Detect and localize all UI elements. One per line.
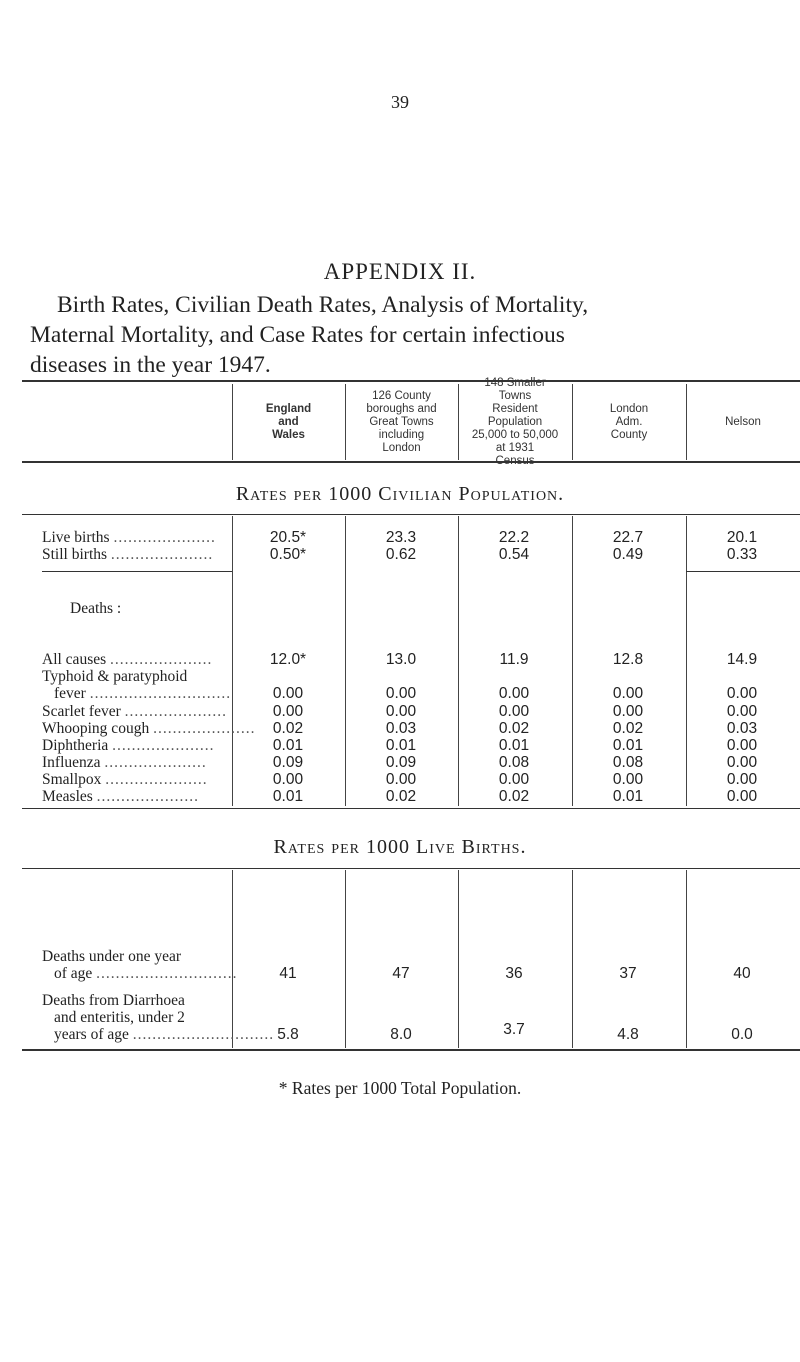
value-cell: 0.00 bbox=[726, 788, 758, 805]
table-top-rule bbox=[22, 380, 800, 382]
body2-divider-1 bbox=[232, 870, 233, 1048]
value-cell: 0.00 bbox=[612, 685, 644, 702]
value-cell: 5.8 bbox=[277, 1026, 299, 1043]
column-header-nelson bbox=[686, 388, 800, 456]
value-cell: 0.00 bbox=[385, 771, 417, 788]
value-cell: 13.0 bbox=[385, 651, 417, 668]
value-cell: 11.9 bbox=[499, 651, 529, 668]
row-label-text: of age bbox=[54, 965, 93, 982]
section-heading-civilian bbox=[0, 483, 800, 506]
deaths-heading: Deaths : bbox=[70, 600, 122, 617]
value-cell: 0.00 bbox=[385, 703, 417, 720]
row-label-typhoid: fever ............................. bbox=[42, 686, 232, 702]
row-label-still-births: Still births ..................... bbox=[42, 546, 214, 563]
value-cell: 0.03 bbox=[726, 720, 758, 737]
table-bottom-rule bbox=[22, 1049, 800, 1051]
value-cell: 0.02 bbox=[498, 720, 530, 737]
value-cell: 0.02 bbox=[385, 788, 417, 805]
row-label-diarrhoea-line2 bbox=[42, 1010, 232, 1026]
value-cell: 0.08 bbox=[612, 754, 644, 771]
body2-divider-2 bbox=[345, 870, 346, 1048]
column-header-text: London Adm. County bbox=[609, 402, 649, 441]
value-cell: 20.1 bbox=[726, 529, 758, 546]
section-heading-live-births bbox=[0, 836, 800, 859]
body-divider-3 bbox=[458, 516, 459, 806]
value-cell: 20.5* bbox=[269, 529, 307, 546]
value-cell: 22.7 bbox=[612, 529, 644, 546]
row-label-measles: Measles ..................... bbox=[42, 788, 200, 805]
value-cell: 0.01 bbox=[612, 788, 644, 805]
body-divider-1 bbox=[232, 516, 233, 806]
row-label-live-births: Live births ..................... bbox=[42, 529, 216, 546]
row-label-scarlet-fever: Scarlet fever ..................... bbox=[42, 703, 227, 720]
value-cell: 0.00 bbox=[498, 703, 530, 720]
header-bottom-rule bbox=[22, 461, 800, 463]
value-cell: 0.54 bbox=[498, 546, 530, 563]
value-cell: 0.00 bbox=[385, 685, 417, 702]
row-label-text: Influenza bbox=[42, 754, 101, 771]
births-deaths-separator bbox=[42, 571, 232, 572]
body2-divider-5 bbox=[686, 870, 687, 1048]
row-label-text: Measles bbox=[42, 788, 93, 805]
column-header-text: Nelson bbox=[725, 415, 761, 428]
row-label-diarrhoea-line1: Deaths from Diarrhoea bbox=[42, 992, 185, 1009]
column-header-london bbox=[572, 388, 686, 456]
value-cell: 0.0 bbox=[731, 1026, 753, 1043]
value-cell: 12.8 bbox=[612, 651, 644, 668]
value-cell: 41 bbox=[279, 965, 297, 982]
value-cell: 12.0* bbox=[269, 651, 307, 668]
appendix-title: APPENDIX II. bbox=[323, 259, 477, 284]
value-cell: 0.62 bbox=[385, 546, 417, 563]
section-2-top-rule bbox=[22, 868, 800, 869]
row-label-text: fever bbox=[54, 685, 86, 702]
section-heading-text: Rates per 1000 Civilian Population. bbox=[235, 483, 565, 505]
value-cell: 47 bbox=[392, 965, 410, 982]
value-cell: 8.0 bbox=[390, 1026, 412, 1043]
column-header-england-wales bbox=[232, 388, 345, 456]
row-label-text: Smallpox bbox=[42, 771, 102, 788]
value-cell: 0.02 bbox=[498, 788, 530, 805]
value-cell: 0.00 bbox=[498, 685, 530, 702]
value-cell: 14.9 bbox=[726, 651, 758, 668]
body-divider-4 bbox=[572, 516, 573, 806]
value-cell: 0.49 bbox=[612, 546, 644, 563]
row-label-influenza: Influenza ..................... bbox=[42, 754, 207, 771]
column-header-text: 148 Smaller Towns Resident Population 25,000 to 50,000 at 1931 Census bbox=[471, 376, 559, 467]
intro-line-1: Birth Rates, Civilian Death Rates, Analysis of Mortality, bbox=[57, 292, 589, 318]
row-label-text: Scarlet fever bbox=[42, 703, 121, 720]
page-number: 39 bbox=[391, 92, 409, 112]
value-cell: 3.7 bbox=[503, 1021, 525, 1038]
column-header-county-boroughs bbox=[345, 388, 458, 456]
value-cell: 37 bbox=[619, 965, 637, 982]
row-label-whooping-cough: Whooping cough ..................... bbox=[42, 720, 256, 737]
value-cell: 40 bbox=[733, 965, 751, 982]
row-label-all-causes: All causes ..................... bbox=[42, 651, 213, 668]
section-1-top-rule bbox=[22, 514, 800, 515]
section-heading-text: Rates per 1000 Live Births. bbox=[273, 836, 527, 858]
footnote: * Rates per 1000 Total Population. bbox=[278, 1078, 522, 1098]
body2-divider-3 bbox=[458, 870, 459, 1048]
value-cell: 0.08 bbox=[498, 754, 530, 771]
value-cell: 0.00 bbox=[612, 703, 644, 720]
row-label-infant-deaths-line1: Deaths under one year bbox=[42, 948, 182, 965]
births-deaths-separator-right bbox=[686, 571, 800, 572]
value-cell: 0.00 bbox=[272, 703, 304, 720]
value-cell: 4.8 bbox=[617, 1026, 639, 1043]
value-cell: 0.01 bbox=[498, 737, 530, 754]
value-cell: 0.09 bbox=[385, 754, 417, 771]
value-cell: 0.02 bbox=[272, 720, 304, 737]
value-cell: 0.33 bbox=[726, 546, 758, 563]
value-cell: 0.00 bbox=[726, 685, 758, 702]
value-cell: 0.00 bbox=[272, 771, 304, 788]
row-label-typhoid-line1: Typhoid & paratyphoid bbox=[42, 668, 188, 685]
body-divider-2 bbox=[345, 516, 346, 806]
row-label-text: All causes bbox=[42, 651, 107, 668]
row-label-text: Live births bbox=[42, 529, 110, 546]
value-cell: 0.00 bbox=[726, 754, 758, 771]
value-cell: 0.01 bbox=[612, 737, 644, 754]
value-cell: 0.00 bbox=[726, 737, 758, 754]
value-cell: 0.01 bbox=[272, 737, 304, 754]
row-label-text: years of age bbox=[54, 1026, 129, 1043]
row-label-text: Still births bbox=[42, 546, 108, 563]
value-cell: 0.02 bbox=[612, 720, 644, 737]
value-cell: 0.01 bbox=[272, 788, 304, 805]
section-1-bottom-rule bbox=[22, 808, 800, 809]
row-label-diarrhoea: years of age ............................. bbox=[42, 1027, 232, 1043]
value-cell: 0.01 bbox=[385, 737, 417, 754]
value-cell: 0.00 bbox=[726, 771, 758, 788]
value-cell: 0.00 bbox=[272, 685, 304, 702]
value-cell: 36 bbox=[505, 965, 523, 982]
row-label-text: and enteritis, under 2 bbox=[54, 1009, 185, 1026]
value-cell: 0.50* bbox=[269, 546, 307, 563]
column-header-smaller-towns bbox=[458, 376, 572, 467]
row-label-text: Whooping cough bbox=[42, 720, 150, 737]
body2-divider-4 bbox=[572, 870, 573, 1048]
value-cell: 0.00 bbox=[726, 703, 758, 720]
value-cell: 0.00 bbox=[498, 771, 530, 788]
row-label-infant-deaths: of age ............................. bbox=[42, 966, 232, 982]
intro-text bbox=[30, 290, 780, 380]
value-cell: 0.03 bbox=[385, 720, 417, 737]
body-divider-5 bbox=[686, 516, 687, 806]
intro-line-2: Maternal Mortality, and Case Rates for certain infectious bbox=[30, 322, 565, 348]
row-label-diphtheria: Diphtheria ..................... bbox=[42, 737, 215, 754]
value-cell: 23.3 bbox=[385, 529, 417, 546]
row-label-text: Diphtheria bbox=[42, 737, 109, 754]
row-label-smallpox: Smallpox ..................... bbox=[42, 771, 208, 788]
column-header-text: England and Wales bbox=[265, 402, 312, 441]
value-cell: 0.09 bbox=[272, 754, 304, 771]
value-cell: 22.2 bbox=[498, 529, 530, 546]
intro-line-3: diseases in the year 1947. bbox=[30, 352, 271, 378]
value-cell: 0.00 bbox=[612, 771, 644, 788]
column-header-text: 126 County boroughs and Great Towns including London bbox=[366, 389, 437, 454]
